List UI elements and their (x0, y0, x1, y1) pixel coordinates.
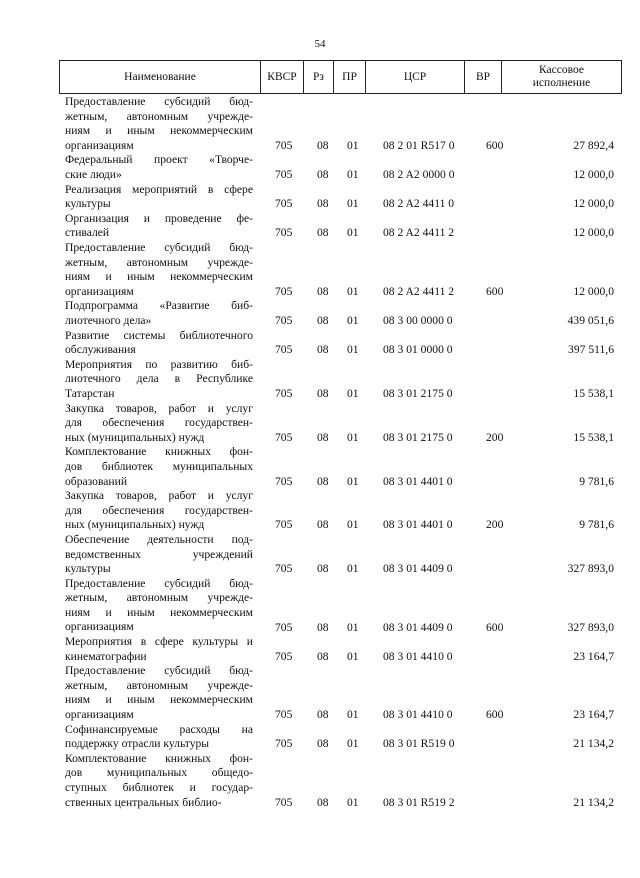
row-name (65, 445, 253, 489)
header-kvsr: КВСР (261, 61, 304, 93)
cell-kvsr: 705 (275, 343, 293, 357)
row-name-line: ступных библиотек и государ- (65, 781, 253, 795)
cell-rz: 08 (317, 430, 329, 444)
cell-csr: 08 3 00 0000 0 (383, 313, 453, 327)
row-name-line: жетным, автономным учрежде- (65, 109, 253, 123)
cell-amount: 27 892,4 (573, 138, 614, 152)
cell-vr: 200 (486, 518, 504, 532)
table-row (0, 577, 640, 635)
row-name (65, 183, 253, 212)
row-name-line: организациям (65, 620, 134, 634)
cell-rz: 08 (317, 284, 329, 298)
row-name-line: Реализация мероприятий в сфере (65, 182, 253, 196)
table-row (0, 664, 640, 722)
row-name (65, 577, 253, 635)
cell-amount: 23 164,7 (573, 708, 614, 722)
cell-vr: 600 (486, 138, 504, 152)
row-name-line: обслуживания (65, 343, 136, 357)
row-name-line: Обеспечение деятельности под- (65, 532, 253, 546)
cell-kvsr: 705 (275, 138, 293, 152)
cell-vr: 600 (486, 284, 504, 298)
cell-pr: 01 (347, 737, 359, 751)
cell-kvsr: 705 (275, 518, 293, 532)
table-row (0, 533, 640, 577)
cell-vr: 600 (486, 620, 504, 634)
cell-amount: 9 781,6 (579, 518, 614, 532)
cell-rz: 08 (317, 343, 329, 357)
row-name-line: жетным, автономным учрежде- (65, 255, 253, 269)
table-row (0, 752, 640, 810)
row-name-line: образований (65, 474, 128, 488)
cell-pr: 01 (347, 518, 359, 532)
table-row (0, 212, 640, 241)
row-name (65, 533, 253, 577)
cell-pr: 01 (347, 386, 359, 400)
row-name-line: поддержку отрасли культуры (65, 737, 210, 751)
cell-csr: 08 2 A2 0000 0 (383, 167, 455, 181)
cell-csr: 08 3 01 0000 0 (383, 343, 453, 357)
row-name (65, 489, 253, 533)
row-name (65, 664, 253, 722)
header-vr: ВР (465, 61, 502, 93)
cell-amount: 327 893,0 (567, 620, 614, 634)
row-name-line: жетным, автономным учрежде- (65, 591, 253, 605)
page-number: 54 (314, 38, 326, 50)
cell-csr: 08 3 01 4410 0 (383, 649, 453, 663)
cell-rz: 08 (317, 197, 329, 211)
row-name-line: Закупка товаров, работ и услуг (65, 489, 253, 503)
row-name (65, 402, 253, 446)
cell-csr: 08 3 01 2175 0 (383, 430, 453, 444)
cell-rz: 08 (317, 562, 329, 576)
cell-amount: 12 000,0 (573, 197, 614, 211)
row-name-line: ские люди» (65, 167, 122, 181)
cell-amount: 21 134,2 (573, 795, 614, 809)
row-name-line: Организация и проведение фе- (65, 211, 253, 225)
table-row (0, 358, 640, 402)
cell-pr: 01 (347, 708, 359, 722)
cell-rz: 08 (317, 167, 329, 181)
table-row (0, 635, 640, 664)
row-name (65, 241, 253, 299)
row-name-line: Закупка товаров, работ и услуг (65, 401, 253, 415)
cell-kvsr: 705 (275, 284, 293, 298)
table-row (0, 445, 640, 489)
row-name-line: Предоставление субсидий бюд- (65, 664, 253, 678)
cell-rz: 08 (317, 737, 329, 751)
row-name-line: ниям и иным некоммерческим (65, 605, 253, 619)
cell-csr: 08 3 01 2175 0 (383, 386, 453, 400)
cell-kvsr: 705 (275, 226, 293, 240)
row-name-line: ных (муниципальных) нужд (65, 518, 205, 532)
cell-amount: 21 134,2 (573, 737, 614, 751)
table-row (0, 329, 640, 358)
table-row (0, 723, 640, 752)
cell-pr: 01 (347, 474, 359, 488)
table-row (0, 183, 640, 212)
cell-kvsr: 705 (275, 795, 293, 809)
row-name-line: Комплектование книжных фон- (65, 751, 253, 765)
table-row (0, 402, 640, 446)
cell-kvsr: 705 (275, 197, 293, 211)
table-row (0, 299, 640, 328)
cell-csr: 08 2 A2 4411 0 (383, 197, 455, 211)
row-name-line: Подпрограмма «Развитие биб- (65, 299, 253, 313)
cell-amount: 9 781,6 (579, 474, 614, 488)
table-header (59, 60, 622, 94)
row-name-line: Предоставление субсидий бюд- (65, 95, 253, 108)
cell-kvsr: 705 (275, 430, 293, 444)
row-name-line: Мероприятия в сфере культуры и (65, 635, 253, 649)
header-rz: Рз (304, 61, 334, 93)
row-name-line: дов муниципальных общедо- (65, 766, 253, 780)
cell-kvsr: 705 (275, 649, 293, 663)
row-name (65, 95, 253, 153)
row-name-line: культуры (65, 562, 111, 576)
row-name (65, 752, 253, 810)
cell-rz: 08 (317, 386, 329, 400)
cell-csr: 08 2 A2 4411 2 (383, 226, 455, 240)
cell-kvsr: 705 (275, 620, 293, 634)
cell-pr: 01 (347, 649, 359, 663)
row-name-line: дов библиотек муниципальных (65, 459, 253, 473)
row-name (65, 358, 253, 402)
row-name-line: Мероприятия по развитию биб- (65, 357, 253, 371)
cell-csr: 08 3 01 R519 2 (383, 795, 455, 809)
cell-kvsr: 705 (275, 386, 293, 400)
table-body (0, 95, 640, 810)
row-name-line: ниям и иным некоммерческим (65, 693, 253, 707)
cell-pr: 01 (347, 167, 359, 181)
cell-rz: 08 (317, 795, 329, 809)
row-name (65, 635, 253, 664)
header-name: Наименование (60, 61, 261, 93)
cell-pr: 01 (347, 226, 359, 240)
table-row (0, 241, 640, 299)
cell-kvsr: 705 (275, 737, 293, 751)
row-name-line: ниям и иным некоммерческим (65, 124, 253, 138)
row-name (65, 212, 253, 241)
cell-amount: 439 051,6 (567, 313, 614, 327)
cell-pr: 01 (347, 284, 359, 298)
row-name (65, 153, 253, 182)
cell-pr: 01 (347, 197, 359, 211)
cell-amount: 327 893,0 (567, 562, 614, 576)
row-name-line: ниям и иным некоммерческим (65, 270, 253, 284)
cell-rz: 08 (317, 708, 329, 722)
row-name-line: стивалей (65, 226, 110, 240)
table-row (0, 95, 640, 153)
cell-kvsr: 705 (275, 562, 293, 576)
cell-vr: 600 (486, 708, 504, 722)
header-amount-line1: Кассовое (539, 64, 584, 76)
row-name-line: организациям (65, 708, 134, 722)
cell-amount: 23 164,7 (573, 649, 614, 663)
cell-amount: 397 511,6 (568, 343, 614, 357)
header-csr: ЦСР (366, 61, 465, 93)
cell-amount: 15 538,1 (573, 386, 614, 400)
row-name-line: кинематографии (65, 649, 147, 663)
row-name-line: для обеспечения государствен- (65, 416, 253, 430)
row-name-line: ных (муниципальных) нужд (65, 430, 205, 444)
row-name-line: ведомственных учреждений (65, 547, 253, 561)
row-name-line: организациям (65, 138, 134, 152)
header-amount (502, 61, 621, 93)
cell-rz: 08 (317, 313, 329, 327)
row-name-line: Татарстан (65, 386, 115, 400)
cell-pr: 01 (347, 562, 359, 576)
cell-pr: 01 (347, 795, 359, 809)
cell-kvsr: 705 (275, 167, 293, 181)
cell-vr: 200 (486, 430, 504, 444)
cell-rz: 08 (317, 649, 329, 663)
row-name-line: Федеральный проект «Творче- (65, 153, 253, 167)
cell-rz: 08 (317, 226, 329, 240)
row-name-line: Софинансируемые расходы на (65, 722, 253, 736)
row-name-line: ственных центральных библио- (65, 795, 222, 809)
cell-kvsr: 705 (275, 474, 293, 488)
cell-pr: 01 (347, 138, 359, 152)
cell-amount: 12 000,0 (573, 284, 614, 298)
cell-csr: 08 2 01 R517 0 (383, 138, 455, 152)
cell-pr: 01 (347, 313, 359, 327)
cell-rz: 08 (317, 138, 329, 152)
row-name-line: лиотечного дела» (65, 313, 152, 327)
row-name-line: Комплектование книжных фон- (65, 445, 253, 459)
cell-rz: 08 (317, 474, 329, 488)
table-row (0, 489, 640, 533)
row-name (65, 723, 253, 752)
row-name-line: Предоставление субсидий бюд- (65, 576, 253, 590)
row-name-line: лиотечного дела в Республике (65, 372, 253, 386)
cell-csr: 08 3 01 4401 0 (383, 518, 453, 532)
cell-pr: 01 (347, 430, 359, 444)
header-amount-line2: исполнение (532, 77, 591, 89)
row-name-line: для обеспечения государствен- (65, 503, 253, 517)
row-name-line: Развитие системы библиотечного (65, 328, 253, 342)
cell-rz: 08 (317, 620, 329, 634)
cell-pr: 01 (347, 620, 359, 634)
cell-csr: 08 3 01 R519 0 (383, 737, 455, 751)
cell-amount: 15 538,1 (573, 430, 614, 444)
cell-csr: 08 3 01 4410 0 (383, 708, 453, 722)
row-name-line: организациям (65, 284, 134, 298)
cell-kvsr: 705 (275, 313, 293, 327)
row-name (65, 299, 253, 328)
cell-csr: 08 3 01 4409 0 (383, 620, 453, 634)
cell-rz: 08 (317, 518, 329, 532)
cell-csr: 08 3 01 4409 0 (383, 562, 453, 576)
cell-amount: 12 000,0 (573, 167, 614, 181)
row-name (65, 329, 253, 358)
cell-amount: 12 000,0 (573, 226, 614, 240)
cell-kvsr: 705 (275, 708, 293, 722)
cell-pr: 01 (347, 343, 359, 357)
cell-csr: 08 3 01 4401 0 (383, 474, 453, 488)
row-name-line: культуры (65, 197, 111, 211)
cell-csr: 08 2 A2 4411 2 (383, 284, 455, 298)
row-name-line: жетным, автономным учрежде- (65, 678, 253, 692)
header-pr: ПР (334, 61, 366, 93)
row-name-line: Предоставление субсидий бюд- (65, 240, 253, 254)
table-row (0, 153, 640, 182)
